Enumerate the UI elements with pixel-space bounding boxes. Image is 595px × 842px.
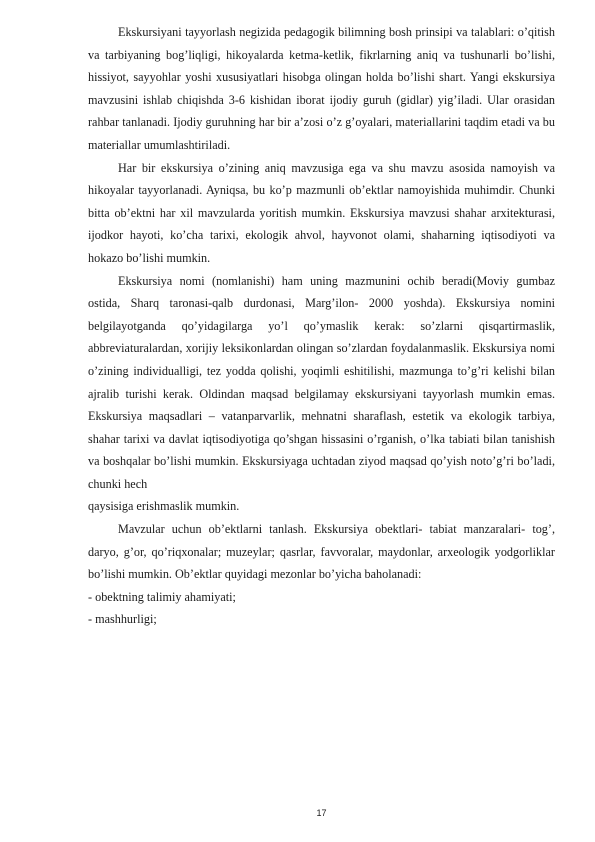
list-item-educational-value: - obektning talimiy ahamiyati; — [88, 589, 236, 604]
paragraph-excursion-topic: Har bir ekskursiya o’zining aniq mavzusiga ega va shu mavzu asosida namoyish va hikoyalar tayyorlanadi. Ayniqsa, bu ko’p mazmunli ob’ektlar namoyishida muhimdir. Chunki bitta ob’ektni har xil mavzularda yoritish mumkin. Ekskursiya mavzusi shahar arxitekturasi, ijodkor hayoti, ko’cha tarixi, ekologik ahvol, hayvonot olami, shaharning iqtisodiyoti va hokazo bo’lishi mumkin. — [88, 160, 555, 265]
page-body — [88, 21, 555, 631]
paragraph-continuation: qaysisiga erishmaslik mumkin. — [88, 499, 240, 514]
list-item-popularity: - mashhurligi; — [88, 612, 157, 627]
page-number: 17 — [316, 808, 327, 818]
paragraph-excursion-name: Ekskursiya nomi (nomlanishi) ham uning mazmunini ochib beradi(Moviy gumbaz ostida, Sharq taronasi-qalb durdonasi, Marg’ilon- 2000 yoshda). Ekskursiya nomini belgilayotganda qo’yidagilarga yo’l qo’ymaslik kerak: so’zlarni qisqartirmaslik, abbreviaturalardan, xorijiy leksikonlardan olingan so’zlardan foydalanmaslik. Ekskursiya nomi o’zining individualligi, tez yodda qolishi, yoqimli eshitilishi, mazmunga to’g’ri kelishi bilan ajralib turishi kerak. Oldindan maqsad belgilamay ekskursiyani tayyorlash mumkin emas. Ekskursiya maqsadlari – vatanparvarlik, mehnatni sharaflash, estetik va ekologik tarbiya, shahar tarixi va davlat iqtisodiyotiga qo’shgan hissasini o’rganish, o’lka tabiati bilan tanishish va boshqalar bo’lishi mumkin. Ekskursiyaga uchtadan ziyod maqsad qo’yish noto’g’ri bo’ladi, chunki hech — [88, 273, 555, 491]
paragraph-object-selection: Mavzular uchun ob’ektlarni tanlash. Ekskursiya obektlari- tabiat manzaralari- tog’, daryo, g’or, qo’riqxonalar; muzeylar; qasrlar, favvoralar, maydonlar, arxeologik yodgorliklar bo’lishi mumkin. Ob’ektlar quyidagi mezonlar bo’yicha baholanadi: — [88, 522, 555, 582]
document-page — [88, 0, 555, 842]
paragraph-preparation-principles: Ekskursiyani tayyorlash negizida pedagogik bilimning bosh prinsipi va talablari: o’qitish va tarbiyaning bog’liqligi, hikoyalarda ketma-ketlik, fikrlarning aniq va tushunarli bo’lishi, hissiyot, sayyohlar yoshi xususiyatlari hisobga olingan holda bo’lishi shart. Yangi ekskursiya mavzusini ishlab chiqishda 3-6 kishidan iborat ijodiy guruh (gidlar) yig’iladi. Ular orasidan rahbar tanlanadi. Ijodiy guruhning har bir a’zosi o’z g’oyalari, materiallarini taqdim etadi va bu materiallar umumlashtiriladi. — [88, 25, 555, 152]
